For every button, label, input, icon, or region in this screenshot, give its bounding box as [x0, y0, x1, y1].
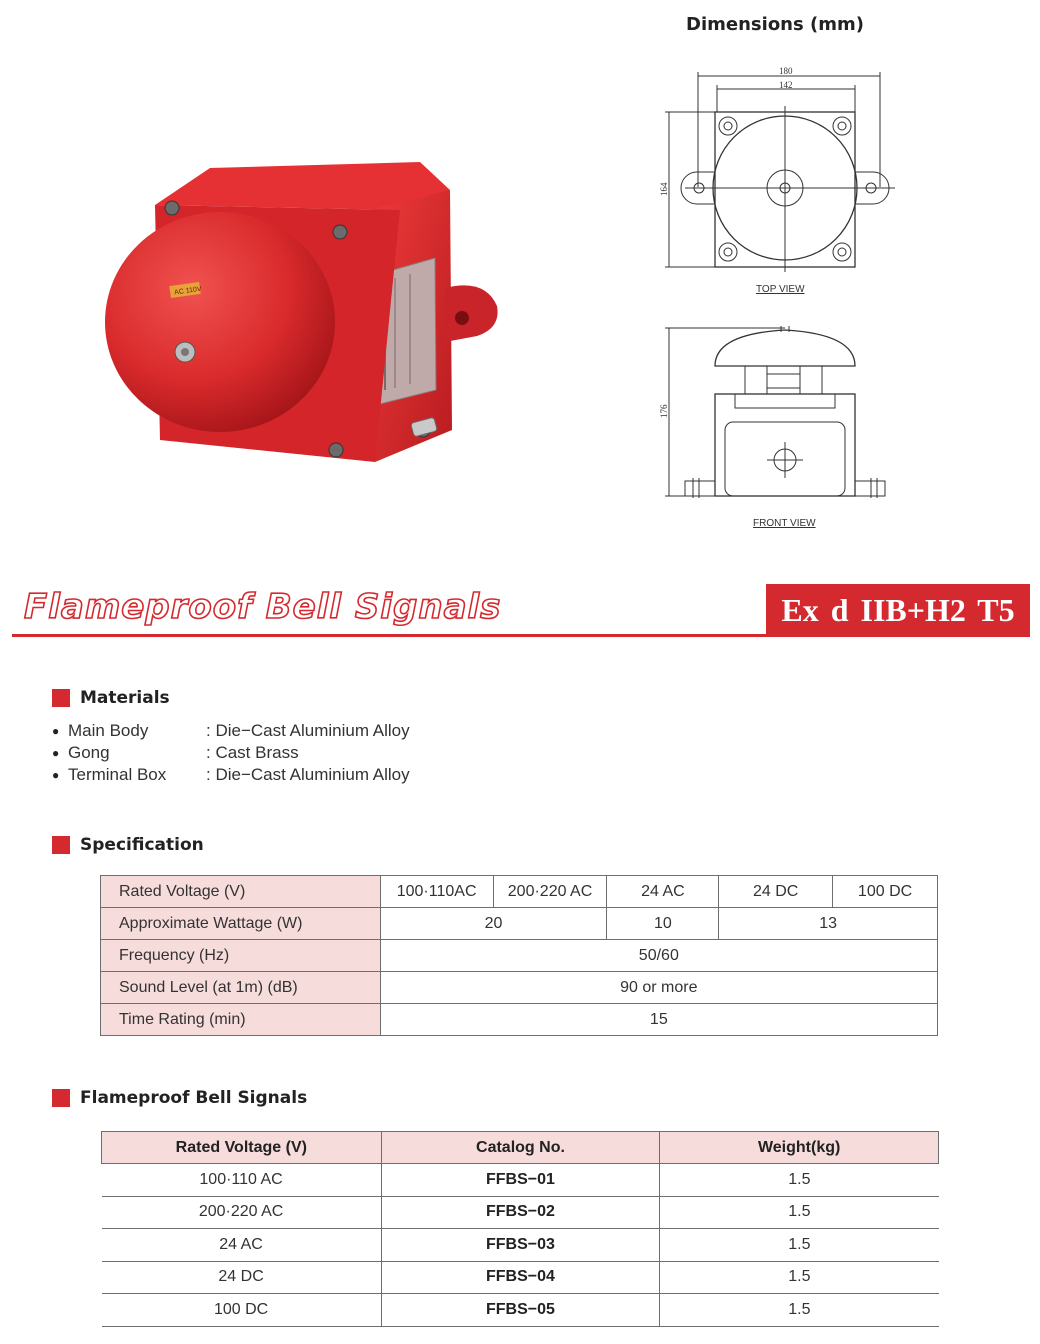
material-name: Gong: [68, 743, 110, 762]
spec-cell: 100·110AC: [380, 876, 493, 908]
voltage-cell: 100 DC: [102, 1294, 382, 1327]
spec-label: Approximate Wattage (W): [101, 908, 381, 940]
voltage-cell: 24 AC: [102, 1229, 382, 1262]
spec-cell: 24 DC: [719, 876, 833, 908]
explosion-rating-badge: Ex d IIB+H2 T5: [766, 584, 1030, 636]
weight-cell: 1.5: [660, 1261, 939, 1294]
spec-label: Rated Voltage (V): [101, 876, 381, 908]
table-row: [101, 972, 938, 1004]
materials-heading: [52, 687, 170, 709]
material-value: : Die−Cast Aluminium Alloy: [206, 721, 410, 740]
table-row: [102, 1261, 939, 1294]
catalog-cell: FFBS−04: [381, 1261, 660, 1294]
table-row: [101, 908, 938, 940]
material-value: : Die−Cast Aluminium Alloy: [206, 765, 410, 784]
spec-cell: 10: [607, 908, 719, 940]
mounting-ear: [445, 285, 498, 342]
spec-cell: 100 DC: [833, 876, 938, 908]
screw-icon: [165, 201, 179, 215]
table-row: [102, 1294, 939, 1327]
material-name: Terminal Box: [68, 765, 167, 784]
spec-label: Time Rating (min): [101, 1004, 381, 1036]
product-photo: [100, 150, 510, 480]
top-view-width-inner: 142: [779, 80, 793, 90]
table-row: [102, 1196, 939, 1229]
weight-cell: 1.5: [660, 1164, 939, 1197]
gong-label: AC 110V: [173, 285, 203, 297]
front-view-height: 176: [659, 404, 669, 418]
top-view-width-outer: 180: [779, 66, 793, 76]
table-row: [101, 1004, 938, 1036]
specification-table: [100, 875, 938, 1036]
bullet-icon: ●: [52, 746, 60, 760]
materials-title: Materials: [80, 688, 170, 708]
voltage-cell: 100·110 AC: [102, 1164, 382, 1197]
screw-icon: [333, 225, 347, 239]
column-header: Catalog No.: [381, 1132, 660, 1164]
voltage-cell: 24 DC: [102, 1261, 382, 1294]
spec-cell: 13: [719, 908, 938, 940]
spec-label: Frequency (Hz): [101, 940, 381, 972]
catalog-cell: FFBS−01: [381, 1164, 660, 1197]
top-view-height: 164: [659, 182, 669, 196]
voltage-cell: 200·220 AC: [102, 1196, 382, 1229]
gong: [105, 212, 335, 432]
catalog-cell: FFBS−02: [381, 1196, 660, 1229]
list-item: [52, 764, 552, 786]
weight-cell: 1.5: [660, 1196, 939, 1229]
bell-signals-heading: [52, 1087, 307, 1109]
spec-cell: 24 AC: [607, 876, 719, 908]
spec-cell: 50/60: [380, 940, 937, 972]
column-header: Weight(kg): [660, 1132, 939, 1164]
materials-list: [52, 720, 552, 786]
table-row: [101, 876, 938, 908]
specification-title: Specification: [80, 835, 204, 855]
spec-cell: 20: [380, 908, 607, 940]
section-marker-icon: [52, 689, 70, 707]
material-value: : Cast Brass: [206, 743, 299, 762]
dimensions-title: Dimensions (mm): [686, 14, 864, 35]
catalog-cell: FFBS−05: [381, 1294, 660, 1327]
bell-signals-title: Flameproof Bell Signals: [80, 1088, 308, 1108]
spec-cell: 200·220 AC: [493, 876, 607, 908]
section-marker-icon: [52, 1089, 70, 1107]
table-row: [102, 1229, 939, 1262]
spec-label: Sound Level (at 1m) (dB): [101, 972, 381, 1004]
catalog-cell: FFBS−03: [381, 1229, 660, 1262]
main-title: [22, 580, 582, 640]
weight-cell: 1.5: [660, 1294, 939, 1327]
spec-cell: 90 or more: [380, 972, 937, 1004]
material-name: Main Body: [68, 721, 149, 740]
front-view-drawing: [655, 318, 905, 533]
list-item: [52, 720, 552, 742]
table-row: [102, 1164, 939, 1197]
section-marker-icon: [52, 836, 70, 854]
specification-heading: [52, 834, 204, 856]
front-view-label: FRONT VIEW: [753, 518, 816, 529]
weight-cell: 1.5: [660, 1229, 939, 1262]
top-view-drawing: [655, 62, 905, 302]
top-view-label: TOP VIEW: [756, 284, 805, 295]
screw-icon: [329, 443, 343, 457]
table-header-row: [102, 1132, 939, 1164]
bullet-icon: ●: [52, 724, 60, 738]
bell-signals-table: [101, 1131, 939, 1327]
column-header: Rated Voltage (V): [102, 1132, 382, 1164]
spec-cell: 15: [380, 1004, 937, 1036]
main-title-text: Flameproof Bell Signals: [24, 587, 502, 627]
bullet-icon: ●: [52, 768, 60, 782]
list-item: [52, 742, 552, 764]
table-row: [101, 940, 938, 972]
